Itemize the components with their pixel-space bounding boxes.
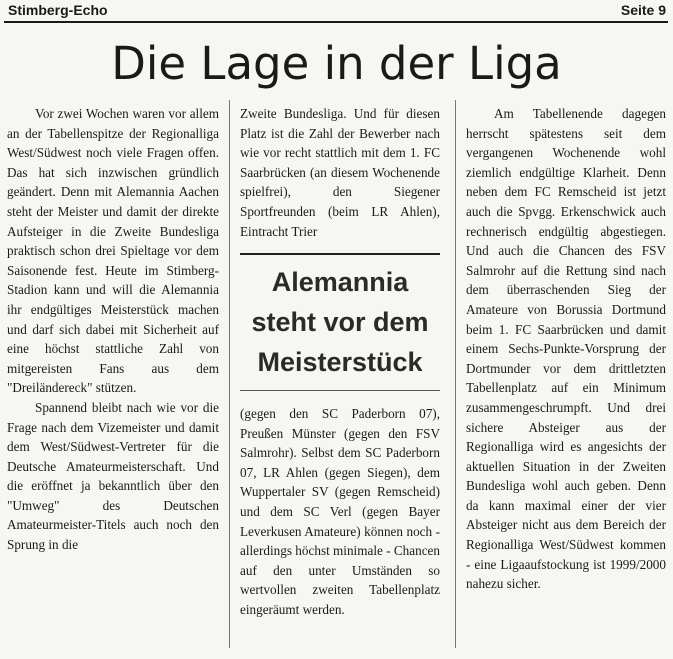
article-column-2-top <box>240 104 440 241</box>
subheadline-box <box>240 253 440 391</box>
masthead <box>4 2 668 23</box>
article-paragraph: Vor zwei Wochen waren vor allem an der Tabellenspitze der Regionalliga West/Südwest noch viele Fragen offen. Das hat sich inzwischen gründlich geändert. Denn mit Alemannia Aachen steht der Meister und damit der direkte Aufsteiger in die Zweite Bundesliga praktisch schon drei Spieltage vor dem Saisonende fest. Heute im Stimberg-Stadion kann und will die Alemannia ihr endgültiges Meisterstück machen und darf sich dabei mit Sicherheit auf eine höchst stattliche Zahl von mitgereisten Fans aus dem "Dreiländereck" stützen. <box>7 106 219 396</box>
article-headline: Die Lage in der Liga <box>111 37 562 90</box>
column-divider <box>455 100 456 648</box>
subheadline: Alemannia steht vor dem Meisterstück <box>251 267 429 377</box>
article-paragraph: (gegen den SC Paderborn 07), Preußen Münster (gegen den FSV Salmrohr). Selbst dem SC Paderborn 07, LR Ahlen (gegen Siegen), dem Wuppertaler SV (gegen Remscheid) und dem SC Verl (gegen Bayer Leverkusen Amateure) können noch - allerdings höchst minimale - Chancen auf den unter Umständen so wertvollen zweiten Tabellenplatz eingeräumt werden. <box>240 406 440 617</box>
article-paragraph: Am Tabellenende dagegen herrscht spätestens seit dem vergangenen Wochenende wohl ziemlich endgültige Klarheit. Denn neben dem FC Remscheid ist jetzt auch die Spvgg. Erkenschwick auch rechnerisch endgültig abgestiegen. Und auch die Chancen des FSV Salmrohr auf die Rettung sind nach dem überraschenden Sieg der Amateure von Borussia Dortmund beim 1. FC Saarbrücken und damit einem Sechs-Punkte-Vorsprung der Dortmunder vor dem drittletzten Tabellenplatz auf ein Minimum zusammengeschrumpft. Und drei sichere Absteiger aus der Regionalliga wird es angesichts der aktuellen Situation in der Zweiten Bundesliga wohl auch geben. Denn da kann maximal einer der vier Absteiger nicht aus dem Bereich der Regionalliga West/Südwest kommen - eine Ligaaufstockung ist 1999/2000 nahezu sicher. <box>466 106 666 592</box>
column-divider <box>229 100 230 648</box>
article-column-3 <box>466 104 666 594</box>
article-column-2-bottom <box>240 404 440 620</box>
page-number: Seite 9 <box>620 2 666 18</box>
article-paragraph: Spannend bleibt nach wie vor die Frage nach dem Vizemeister und damit dem West/Südwest-Vertreter für die Deutsche Amateurmeisterschaft. Und die eröffnet ja bekanntlich über den "Umweg" des Deutschen Amateurmeister-Titels auch noch den Sprung in die <box>7 399 219 553</box>
article-paragraph: Zweite Bundesliga. Und für diesen Platz ist die Zahl der Bewerber nach wie vor recht stattlich mit dem 1. FC Saarbrücken (an diesem Wochenende spielfrei), den Siegener Sportfreunden (beim LR Ahlen), Eintracht Trier <box>240 106 440 239</box>
article-column-1 <box>7 104 219 555</box>
publication-name: Stimberg-Echo <box>8 2 108 18</box>
